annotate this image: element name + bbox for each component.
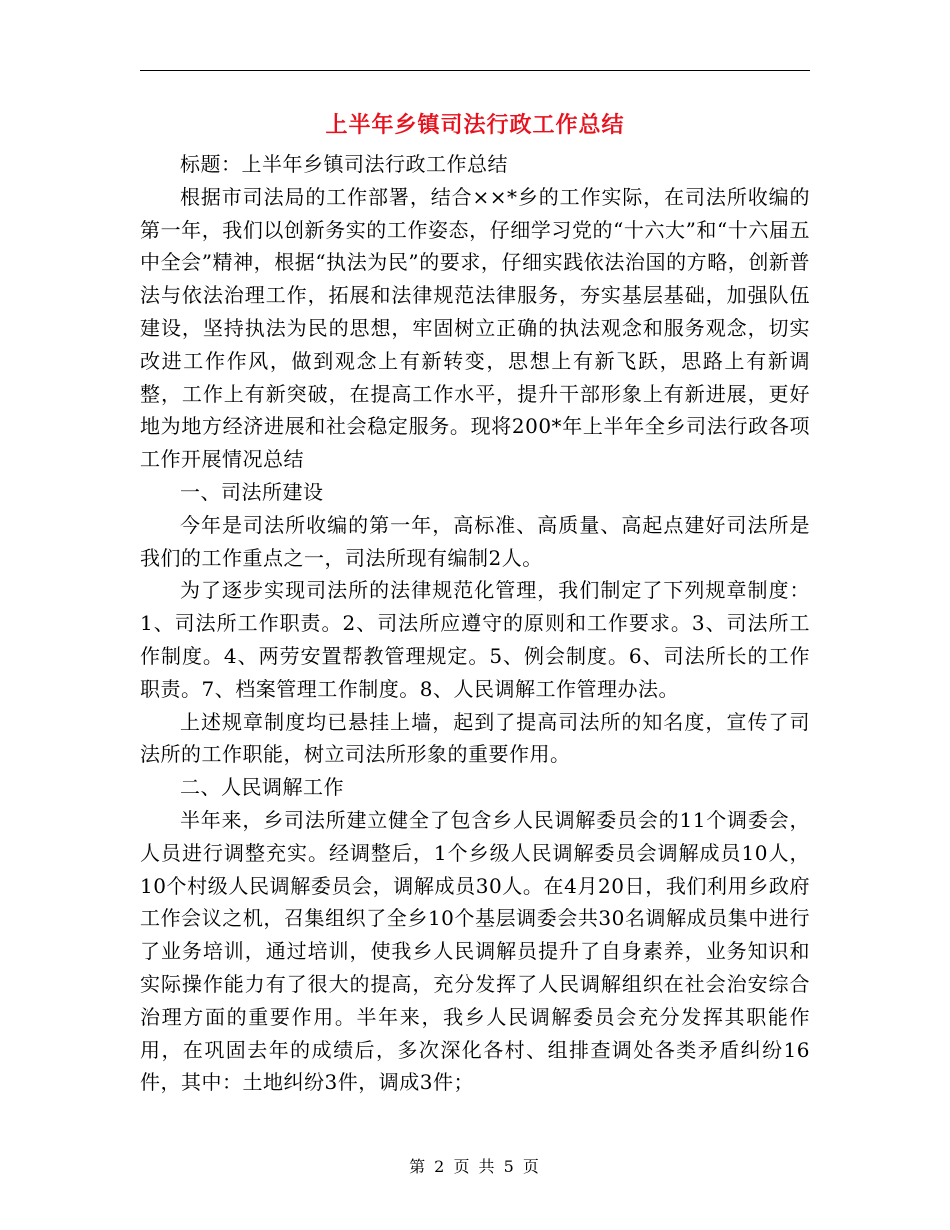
paragraph-subject-line: 标题：上半年乡镇司法行政工作总结 [180, 152, 508, 176]
section-heading-judicial-office: 一、司法所建设 [180, 479, 324, 504]
paragraph-office-priority: 今年是司法所收编的第一年，高标准、高质量、高起点建好司法所是我们的工作重点之一，司法所现有编制2人。 [140, 512, 810, 570]
page-footer: 第 2 页 共 5 页 [409, 1157, 541, 1176]
paragraph-regulations-effect: 上述规章制度均已悬挂上墙，起到了提高司法所的知名度，宣传了司法所的工作职能，树立司法所形象的重要作用。 [140, 709, 810, 767]
document-title: 上半年乡镇司法行政工作总结 [325, 112, 625, 138]
header-rule [140, 70, 810, 71]
section-heading-mediation: 二、人民调解工作 [180, 775, 344, 800]
paragraph-regulations: 为了逐步实现司法所的法律规范化管理，我们制定了下列规章制度：1、司法所工作职责。2、司法所应遵守的原则和工作要求。3、司法所工作制度。4、两劳安置帮教管理规定。5、例会制度。6、司法所长的工作职责。7、档案管理工作制度。8、人民调解工作管理办法。 [140, 578, 810, 701]
document-body [140, 148, 810, 1099]
paragraph-intro: 根据市司法局的工作部署，结合××*乡的工作实际，在司法所收编的第一年，我们以创新务实的工作姿态，仔细学习党的“十六大”和“十六届五中全会”精神，根据“执法为民”的要求，仔细实践依法治国的方略，创新普法与依法治理工作，拓展和法律规范法律服务，夯实基层基础，加强队伍建设，坚持执法为民的思想，牢固树立正确的执法观念和服务观念，切实改进工作作风，做到观念上有新转变，思想上有新飞跃，思路上有新调整，工作上有新突破，在提高工作水平，提升干部形象上有新进展，更好地为地方经济进展和社会稳定服务。现将200*年上半年全乡司法行政各项工作开展情况总结 [140, 184, 810, 472]
paragraph-mediation-work: 半年来，乡司法所建立健全了包含乡人民调解委员会的11个调委会，人员进行调整充实。经调整后，1个乡级人民调解委员会调解成员10人，10个村级人民调解委员会，调解成员30人。在4月20日，我们利用乡政府工作会议之机，召集组织了全乡10个基层调委会共30名调解成员集中进行了业务培训，通过培训，使我乡人民调解员提升了自身素养，业务知识和实际操作能力有了很大的提高，充分发挥了人民调解组织在社会治安综合治理方面的重要作用。半年来，我乡人民调解委员会充分发挥其职能作用，在巩固去年的成绩后，多次深化各村、组排查调处各类矛盾纠纷16件，其中：土地纠纷3件，调成3件； [140, 807, 810, 1095]
